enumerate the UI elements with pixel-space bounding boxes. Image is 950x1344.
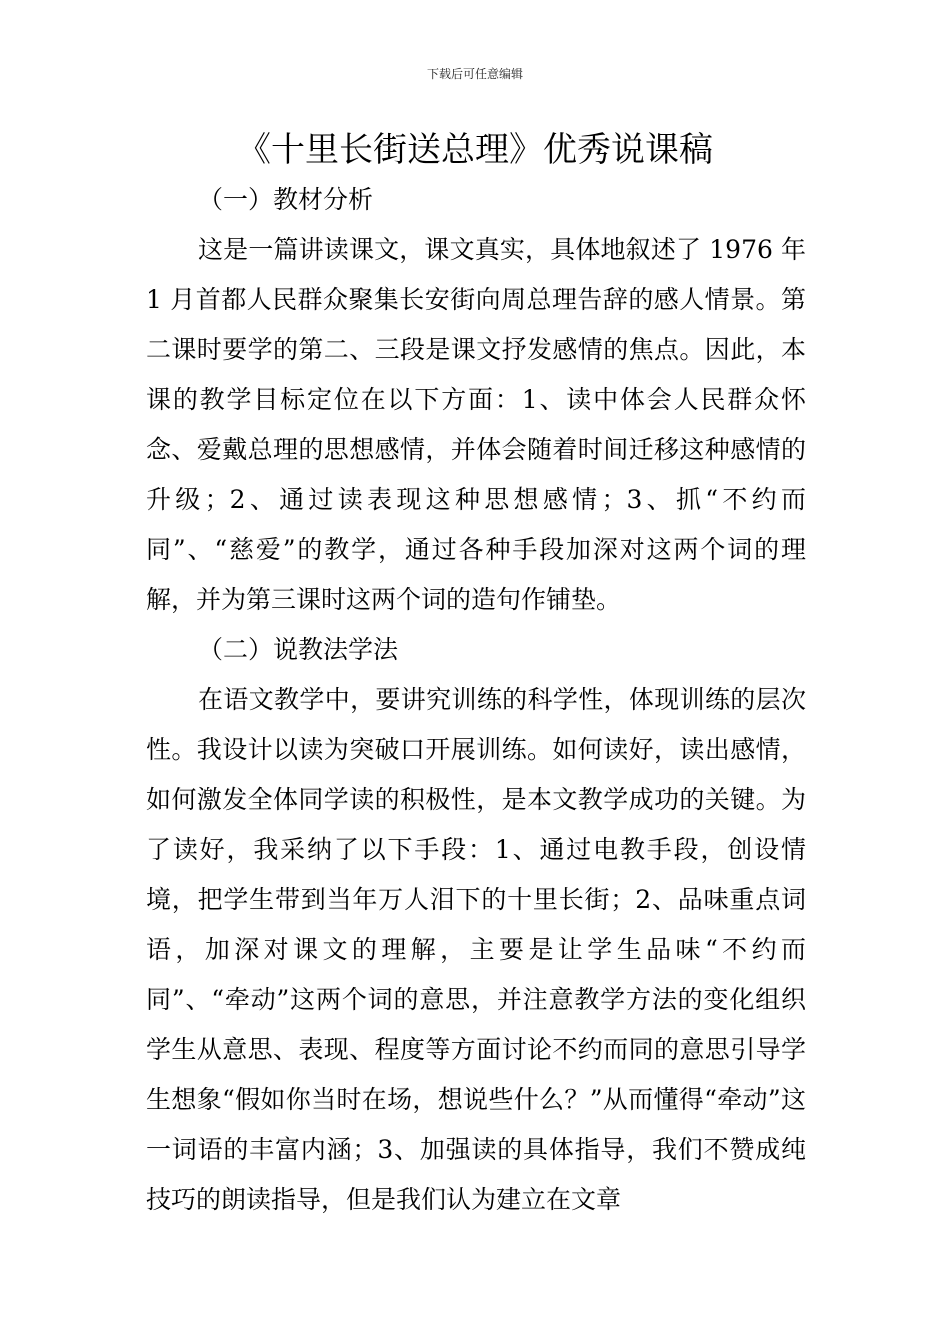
section-heading-textbook-analysis: （一）教材分析 [198,185,374,214]
document-body [146,175,806,1225]
document-title: 《十里长街送总理》优秀说课稿 [237,130,713,170]
header-note: 下载后可任意编辑 [426,67,523,81]
paragraph-teaching-methods: 在语文教学中，要讲究训练的科学性，体现训练的层次性。我设计以读为突破口开展训练。如何读好，读出感情，如何激发全体同学读的积极性，是本文教学成功的关键。为了读好，我采纳了以下手段：1、通过电教手段，创设情境，把学生带到当年万人泪下的十里长街；2、品味重点词语，加深对课文的理解，主要是让学生品味“不约而同”、“牵动”这两个词的意思，并注意教学方法的变化组织学生从意思、表现、程度等方面讨论不约而同的意思引导学生想象“假如你当时在场，想说些什么？”从而懂得“牵动”这一词语的丰富内涵；3、加强读的具体指导，我们不赞成纯技巧的朗读指导，但是我们认为建立在文章 [146,685,806,1214]
paragraph-textbook-analysis: 这是一篇讲读课文，课文真实，具体地叙述了 1976 年 1 月首都人民群众聚集长安街向周总理告辞的感人情景。第二课时要学的第二、三段是课文抒发感情的焦点。因此，本课的教学目标定位在以下方面：1、读中体会人民群众怀念、爱戴总理的思想感情，并体会随着时间迁移这种感情的升级；2、通过读表现这种思想感情；3、抓“不约而同”、“慈爱”的教学，通过各种手段加深对这两个词的理解，并为第三课时这两个词的造句作铺垫。 [146,235,806,614]
section-heading-teaching-methods: （二）说教法学法 [198,635,399,664]
